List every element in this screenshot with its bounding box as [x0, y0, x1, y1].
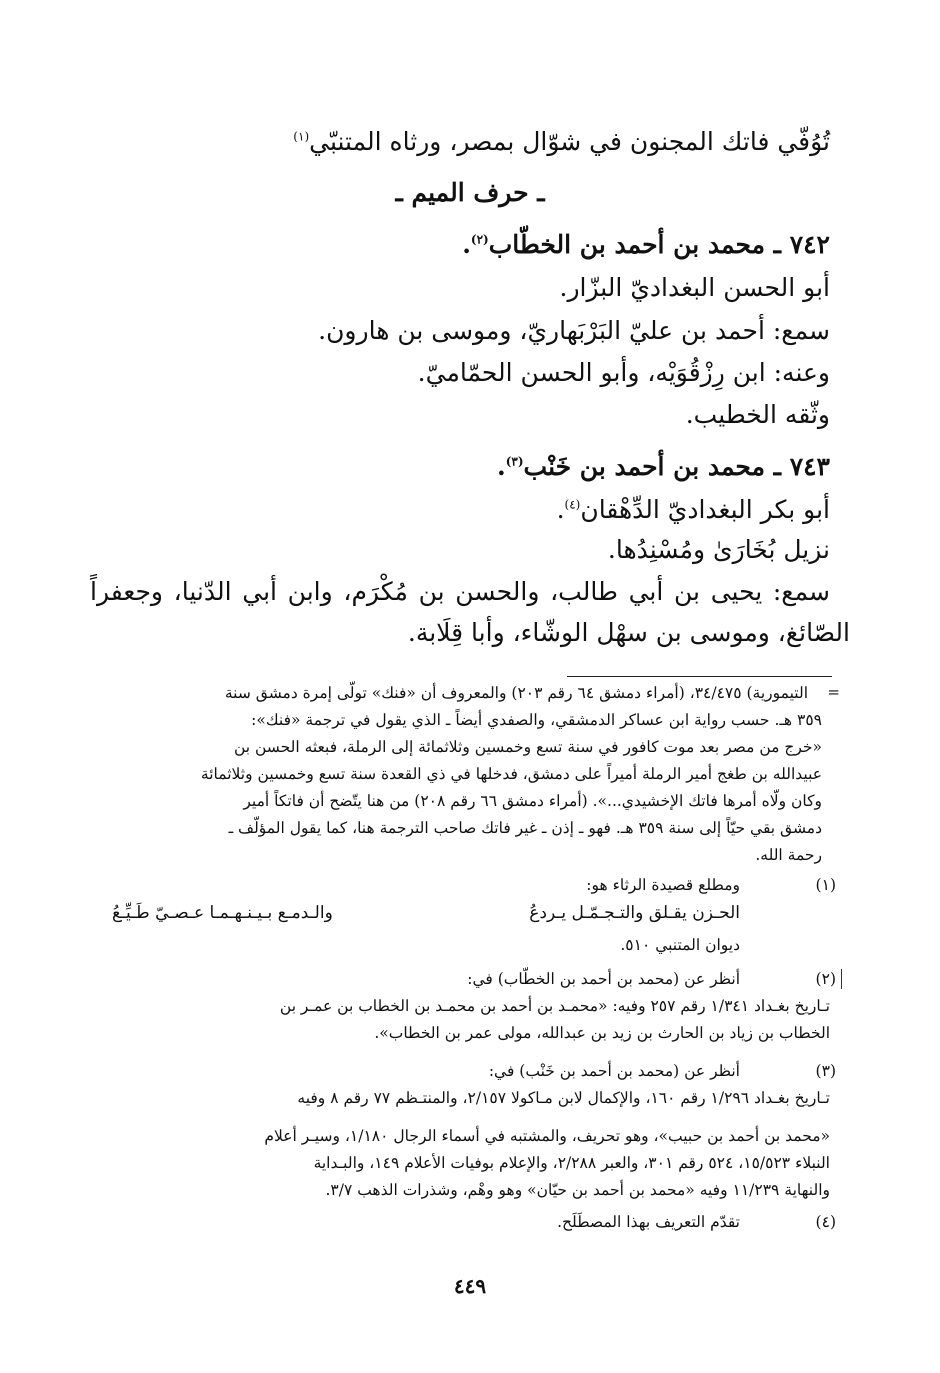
entry-742-title-end: . — [462, 230, 471, 259]
footnote-3-line: والنهاية ١١/٢٣٩ وفيه «محمد بن أحمد بن حيّان» وهو وهْم، وشذرات الذهب ٣/٧. — [325, 1181, 830, 1199]
entry-743-kunya-text: أبو بكر البغداديّ الدِّهْقان — [580, 495, 830, 524]
footnote-2-line: الخطاب بن زياد بن الحارث بن زيد بن عبدالله، مولى عمر بن الخطاب». — [374, 1024, 830, 1042]
footnote-ref-3[interactable]: (٣) — [505, 454, 524, 469]
footnote-continuation-line: «خرج من مصر بعد موت كافور في سنة تسع وخمسين وثلاثمائة إلى الرملة، فبعثه الحسن بن — [233, 738, 822, 756]
intro-text: تُوُفّي فاتك المجنون في شوّال بمصر، ورثاه المتنبّي — [309, 127, 830, 156]
footnote-3-line: تـاريخ بغـداد ١/٢٩٦ رقم ١٦٠، والإكمال لابن مـاكولا ٢/١٥٧، والمنتـظم ٧٧ رقم ٨ وفيه — [297, 1089, 830, 1107]
footnote-continuation-line: رحمة الله. — [755, 846, 822, 864]
footnote-3-intro: أنظر عن (محمد بن أحمد بن خَنْب) في: — [488, 1062, 740, 1080]
margin-mark — [841, 969, 842, 989]
entry-742-kunya: أبو الحسن البغداديّ البزّار. — [559, 273, 830, 302]
entry-742-title — [90, 225, 830, 265]
footnote-3-line: النبلاء ١٥/٥٢٣، ٥٢٤ رقم ٣٠١، والعبر ٢/٢٨٨، والإعلام بوفيات الأعلام ١٤٩، والبـداية — [313, 1154, 830, 1172]
entry-743-teachers-1: سمع: يحيى بن أبي طالب، والحسن بن مُكْرَم، وابن أبي الدّنيا، وجعفراً — [90, 577, 830, 606]
footnote-3-line: «محمد بن أحمد بن حبيب»، وهو تحريف، والمشتبه في أسماء الرجال ١/١٨٠، وسيـر أعلام — [264, 1127, 830, 1145]
entry-742-tawthiq: وثّقه الخطيب. — [685, 400, 830, 429]
footnote-continuation-line: التيمورية) ٣٤/٤٧٥، (أمراء دمشق ٦٤ رقم ٢٠٣) والمعروف أن «فنك» تولّى إمرة دمشق سنة — [224, 684, 808, 702]
footnote-2-number: (٢) — [815, 970, 836, 988]
footnote-continuation-line: وكان ولّاه أمرها فاتك الإخشيدي...». (أمراء دمشق ٦٦ رقم ٢٠٨) من هنا يتّضح أن فاتكاً أمير — [243, 792, 822, 810]
section-heading: ـ حرف الميم ـ — [395, 178, 545, 207]
entry-743-residence: نزيل بُخَارَىٰ ومُسْنِدُها. — [607, 535, 830, 564]
footnote-4-text: تقدّم التعريف بهذا المصطَلَح. — [557, 1213, 740, 1231]
footnote-continuation-line: دمشق بقي حيّاً إلى سنة ٣٥٩ هـ. فهو ـ إذن ـ غير فاتك صاحب الترجمة هنا، كما يقول المؤلّف ـ — [228, 819, 822, 837]
footnote-2-line: تـاريخ بغـداد ١/٣٤١ رقم ٢٥٧ وفيه: «محمـد بن أحمد بن محمـد بن الخطاب بن عمـر بن — [279, 997, 830, 1015]
intro-line — [90, 122, 830, 162]
footnote-continuation-line: ٣٥٩ هـ. حسب رواية ابن عساكر الدمشقي، والصفدي أيضاً ـ الذي يقول في ترجمة «فنك»: — [251, 711, 822, 729]
footnote-ref-2[interactable]: (٢) — [470, 232, 489, 247]
entry-743-kunya — [90, 490, 830, 530]
entry-742-title-text: ٧٤٢ ـ محمد بن أحمد بن الخطّاب — [488, 230, 830, 259]
entry-742-teachers: سمع: أحمد بن عليّ البَرْبَهاريّ، وموسى بن هارون. — [318, 316, 830, 345]
footnote-1-intro: ومطلع قصيدة الرثاء هو: — [586, 876, 740, 894]
footnote-4-number: (٤) — [815, 1213, 836, 1231]
footnote-continuation-line: عبيدالله بن طغج أمير الرملة أميراً على دمشق، فدخلها في ذي القعدة سنة تسع وخمسين وثلاثمائة — [200, 765, 822, 783]
continuation-mark: = — [827, 683, 840, 701]
footnote-ref-1[interactable]: (١) — [293, 129, 310, 144]
entry-743-teachers-2: الصّائغ، وموسى بن سهْل الوشّاء، وأبا قِلَابة. — [407, 618, 850, 647]
page-number: ٤٤٩ — [453, 1274, 487, 1298]
footnote-3-number: (٣) — [815, 1062, 836, 1080]
footnote-1-verse-right: الحـزن يقـلق والتـجـمّـل يـردعُ — [529, 903, 740, 923]
entry-743-title — [90, 447, 830, 487]
footnote-1-verse-left: والـدمـع بـيـنـهـمـا عـصـيّ طَـيِّـعُ — [112, 903, 333, 923]
footnote-2-intro: أنظر عن (محمد بن أحمد بن الخطّاب) في: — [467, 970, 740, 988]
footnote-ref-4[interactable]: (٤) — [564, 497, 581, 512]
footnote-1-number: (١) — [815, 876, 836, 894]
entry-743-title-text: ٧٤٣ ـ محمد بن أحمد بن خَنْب — [523, 452, 830, 481]
entry-742-students: وعنه: ابن رِزْقُوَيْه، وأبو الحسن الحمّاميّ. — [417, 358, 830, 387]
entry-743-kunya-end: . — [556, 495, 565, 524]
footnote-1-source: ديوان المتنبي ٥١٠. — [620, 936, 740, 954]
entry-743-title-end: . — [497, 452, 506, 481]
footnote-separator — [567, 676, 832, 677]
